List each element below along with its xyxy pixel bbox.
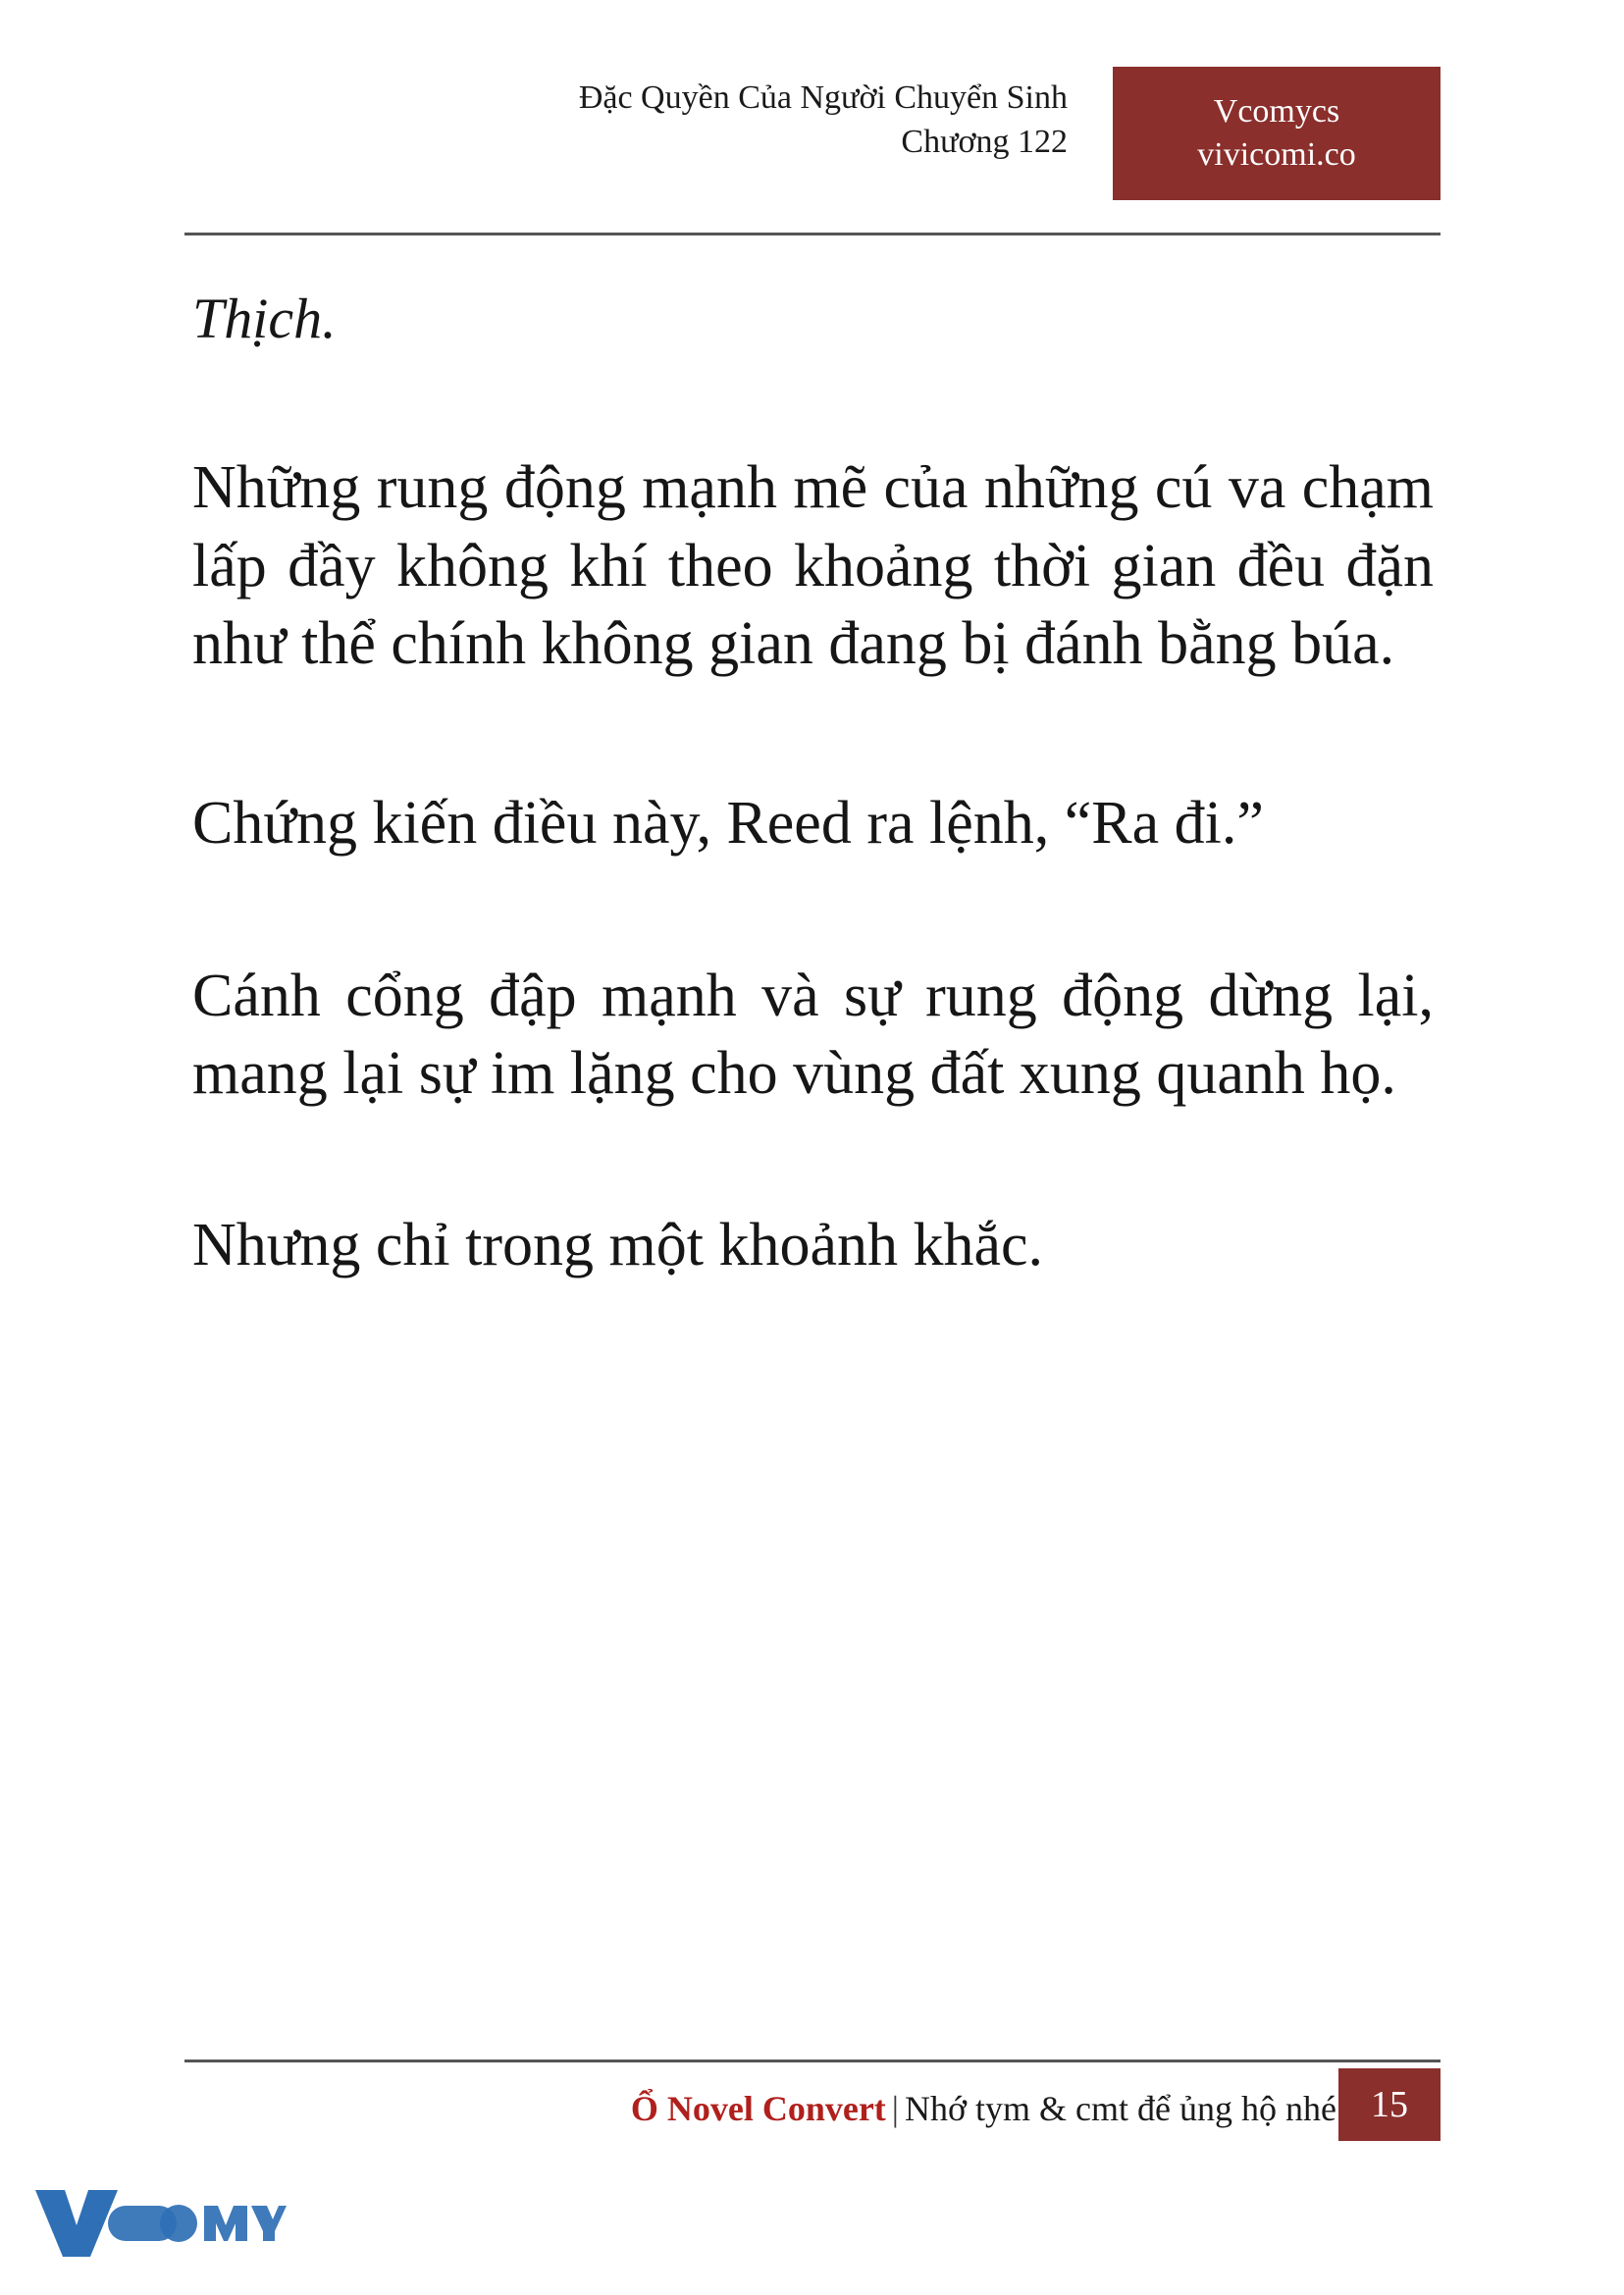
page-content [192,283,1434,1342]
paragraph: Cánh cổng đập mạnh và sự rung động dừng lại, mang lại sự im lặng cho vùng đất xung quanh họ. [192,962,1434,1108]
footer-separator: | [891,2089,900,2128]
page-header [184,77,1441,224]
site-badge-name: Vcomycs [1213,92,1340,130]
paragraph: Chứng kiến điều này, Reed ra lệnh, “Ra đi.” [192,790,1264,858]
header-title-line-1: Đặc Quyền Của Người Chuyển Sinh [578,79,1068,116]
footer-brand: Ổ Novel Convert [630,2089,886,2128]
footer-divider [184,2060,1441,2062]
page-footer [184,2072,1441,2143]
paragraph: Nhưng chỉ trong một khoảnh khắc. [192,1212,1044,1279]
site-badge-url: vivicomi.co [1197,136,1356,173]
footer-note: Nhớ tym & cmt để ủng hộ nhé [905,2089,1336,2128]
paragraph: Thịch. [192,287,337,350]
paragraph: Những rung động mạnh mẽ của những cú va chạm lấp đầy không khí theo khoảng thời gian đều đặn như thể chính không gian đang bị đánh bằng búa. [192,454,1434,677]
header-divider [184,233,1441,235]
vcomycs-watermark-logo [31,2180,287,2265]
header-title [283,77,1068,165]
footer-text [631,2078,1336,2139]
page-number-badge: 15 [1338,2068,1441,2141]
site-badge [1113,67,1441,200]
header-title-line-2: Chương 122 [901,123,1068,160]
